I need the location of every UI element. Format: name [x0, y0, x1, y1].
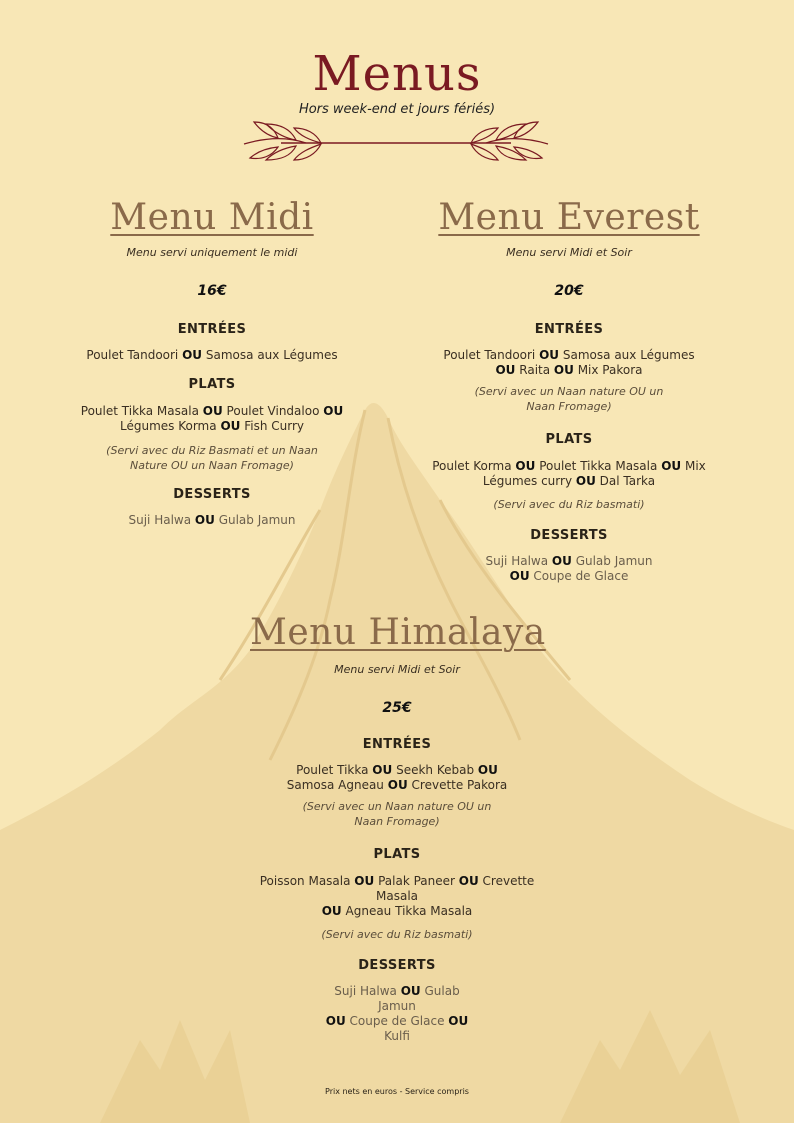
- laurel-ornament-icon: [236, 118, 556, 168]
- menu-everest: [426, 196, 712, 584]
- menu-midi-served: Menu servi uniquement le midi: [126, 246, 298, 259]
- menu-midi-price: 16€: [197, 283, 227, 299]
- menu-midi-plats-heading: PLATS: [188, 377, 236, 392]
- menu-himalaya-title: Menu Himalaya: [250, 612, 546, 653]
- menu-himalaya-plats-heading: PLATS: [373, 847, 421, 862]
- menu-himalaya-price: 25€: [382, 700, 412, 716]
- menu-himalaya-entrees-note: (Servi avec un Naan nature OU un Naan Fromage): [302, 800, 492, 828]
- menu-midi-plats: Poulet Tikka Masala OU Poulet Vindaloo OU Légumes Korma OU Fish Curry: [80, 404, 344, 433]
- menu-everest-desserts: Suji Halwa OU Gulab Jamun OU Coupe de Glace: [485, 554, 653, 583]
- menu-everest-plats-heading: PLATS: [545, 432, 593, 447]
- menu-himalaya-entrees-heading: ENTRÉES: [362, 737, 432, 752]
- menu-everest-title: Menu Everest: [438, 197, 700, 238]
- menu-himalaya-served: Menu servi Midi et Soir: [334, 663, 460, 676]
- menu-midi: [62, 196, 362, 528]
- menu-midi-desserts-heading: DESSERTS: [173, 487, 251, 502]
- menu-everest-entrees: Poulet Tandoori OU Samosa aux Légumes OU Raita OU Mix Pakora: [443, 348, 695, 377]
- menu-himalaya: [250, 611, 544, 1044]
- menu-himalaya-entrees: Poulet Tikka OU Seekh Kebab OU Samosa Agneau OU Crevette Pakora: [286, 763, 508, 792]
- menu-midi-desserts: Suji Halwa OU Gulab Jamun: [128, 513, 296, 527]
- menu-everest-plats-note: (Servi avec du Riz basmati): [493, 498, 645, 511]
- menu-midi-plats-note: (Servi avec du Riz Basmati et un Naan Nature OU un Naan Fromage): [106, 444, 318, 472]
- menu-midi-entrees-heading: ENTRÉES: [177, 322, 247, 337]
- menu-himalaya-plats: Poisson Masala OU Palak Paneer OU Crevette Masala OU Agneau Tikka Masala: [259, 874, 535, 918]
- menu-everest-entrees-heading: ENTRÉES: [534, 322, 604, 337]
- menu-everest-plats: Poulet Korma OU Poulet Tikka Masala OU Mix Légumes curry OU Dal Tarka: [432, 459, 706, 488]
- menu-everest-entrees-note: (Servi avec un Naan nature OU un Naan Fromage): [474, 385, 664, 413]
- menu-midi-entrees: Poulet Tandoori OU Samosa aux Légumes: [86, 348, 338, 362]
- menu-midi-title: Menu Midi: [110, 197, 314, 238]
- menu-everest-served: Menu servi Midi et Soir: [506, 246, 632, 259]
- menu-himalaya-desserts: Suji Halwa OU Gulab Jamun OU Coupe de Glace OU Kulfi: [325, 984, 469, 1043]
- page-title: Menus: [312, 46, 482, 102]
- menu-himalaya-desserts-heading: DESSERTS: [358, 958, 436, 973]
- footer-note: Prix nets en euros - Service compris: [325, 1087, 469, 1096]
- menu-himalaya-plats-note: (Servi avec du Riz basmati): [321, 928, 473, 941]
- menu-everest-desserts-heading: DESSERTS: [530, 528, 608, 543]
- menu-everest-price: 20€: [554, 283, 584, 299]
- page-subtitle: Hors week-end et jours fériés): [298, 102, 496, 117]
